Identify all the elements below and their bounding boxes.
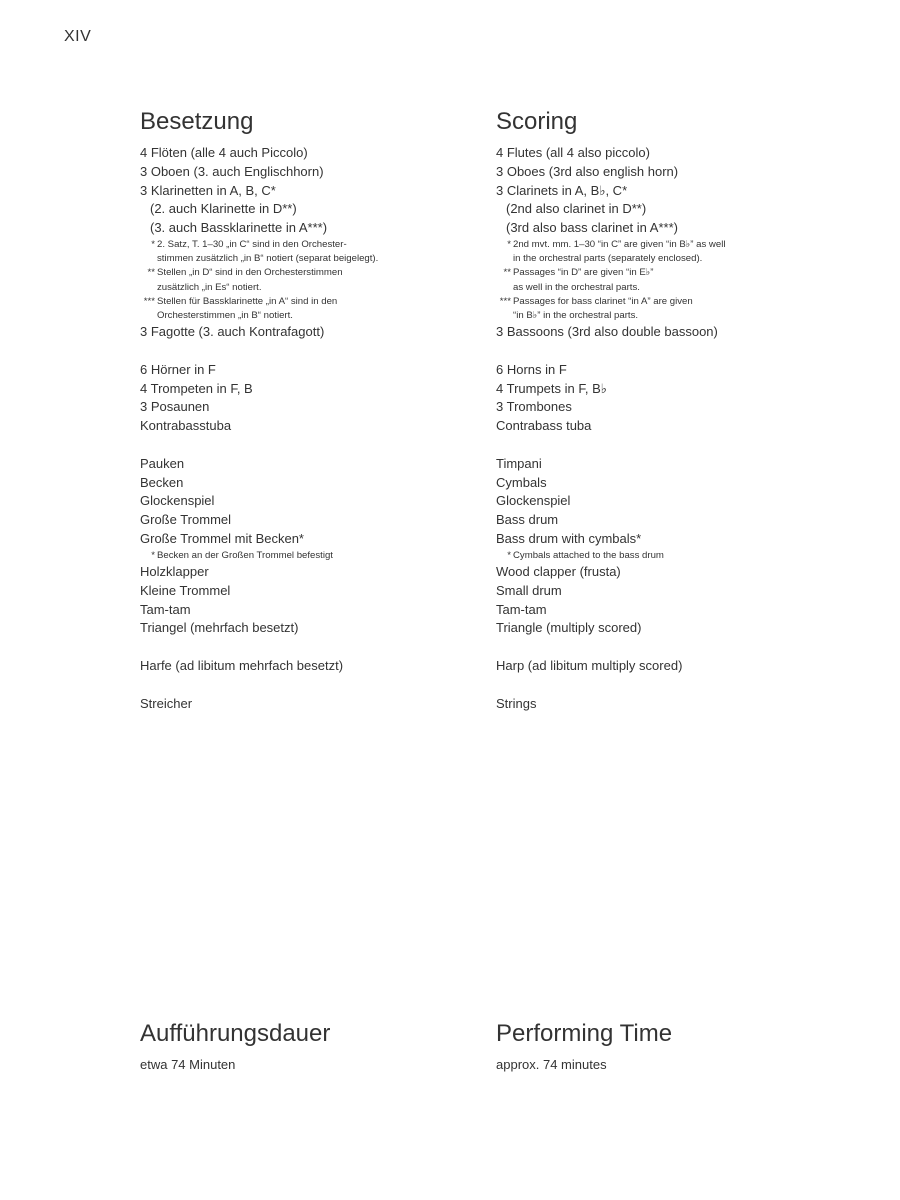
footnote-marker: * <box>507 238 511 250</box>
instrument-line: Streicher <box>140 695 193 711</box>
footnote-marker: * <box>507 549 511 561</box>
instrument-line: Strings <box>496 695 537 711</box>
instrument-line: Harfe (ad libitum mehrfach besetzt) <box>140 657 344 673</box>
instrument-line: Triangle (multiply scored) <box>496 620 642 636</box>
footnote-text: as well in the orchestral parts. <box>513 281 640 293</box>
section-heading: Performing Time <box>496 1020 673 1047</box>
footnote-marker: * <box>151 549 155 561</box>
instrument-line: Kontrabasstuba <box>140 418 232 434</box>
instrument-line: Cymbals <box>496 474 547 490</box>
section-heading: Aufführungsdauer <box>140 1020 331 1047</box>
instrument-subline: (2nd also clarinet in D**) <box>506 201 647 217</box>
footnote-marker: ** <box>503 267 511 279</box>
footnote-text: 2. Satz, T. 1–30 „in C“ sind in den Orchester- <box>157 238 347 250</box>
footnote-marker: ** <box>147 267 155 279</box>
footnote-marker: * <box>151 238 155 250</box>
footnote-text: Passages for bass clarinet “in A” are given <box>513 295 693 307</box>
footnote-text: Cymbals attached to the bass drum <box>513 549 664 561</box>
footnote-marker: *** <box>143 295 155 307</box>
instrument-line: Bass drum <box>496 512 559 528</box>
duration-text: approx. 74 minutes <box>496 1057 607 1072</box>
page-number: XIV <box>64 28 92 45</box>
section-heading: Besetzung <box>140 108 254 135</box>
instrument-line: Glockenspiel <box>496 493 571 509</box>
instrument-line: Timpani <box>496 455 542 471</box>
footnote-text: in the orchestral parts (separately enclosed). <box>513 253 703 265</box>
scoring-column-english <box>496 106 826 713</box>
footnote <box>496 238 826 266</box>
footnote-marker: *** <box>499 295 511 307</box>
footnote-text: zusätzlich „in Es“ notiert. <box>157 281 262 293</box>
footnote-text: Becken an der Großen Trommel befestigt <box>157 549 333 561</box>
scoring-column-german <box>140 106 470 713</box>
footnote-text: 2nd mvt. mm. 1–30 “in C” are given “in B♭” as well <box>513 238 726 250</box>
instrument-line: Tam-tam <box>496 601 547 617</box>
instrument-line: 3 Oboes (3rd also english horn) <box>496 163 679 179</box>
instrument-line: 6 Horns in F <box>496 361 567 377</box>
instrument-line: 3 Oboen (3. auch Englischhorn) <box>140 163 324 179</box>
duration-text: etwa 74 Minuten <box>140 1057 236 1072</box>
footnote-text: Passages “in D” are given “in E♭” <box>513 267 654 279</box>
instrument-line: 3 Posaunen <box>140 399 210 415</box>
footnote <box>496 549 826 563</box>
footnote-text: stimmen zusätzlich „in B“ notiert (separat beigelegt). <box>157 253 379 265</box>
instrument-subline: (3rd also bass clarinet in A***) <box>506 220 678 236</box>
section-heading: Scoring <box>496 108 578 135</box>
instrument-line: Small drum <box>496 582 562 598</box>
instrument-line: Bass drum with cymbals* <box>496 530 642 546</box>
footnote-text: Orchesterstimmen „in B“ notiert. <box>157 310 293 321</box>
instrument-line: Kleine Trommel <box>140 582 231 598</box>
instrument-line: Holzklapper <box>140 563 209 579</box>
footnote <box>140 295 470 323</box>
footnote <box>140 266 470 294</box>
footnote <box>140 549 470 563</box>
instrument-line: 4 Flutes (all 4 also piccolo) <box>496 145 650 160</box>
footnote-text: Stellen „in D“ sind in den Orchesterstimmen <box>157 267 343 279</box>
instrument-line: Wood clapper (frusta) <box>496 563 621 579</box>
footnote <box>496 266 826 294</box>
instrument-subline: (2. auch Klarinette in D**) <box>150 201 297 217</box>
instrument-line: Tam-tam <box>140 601 191 617</box>
instrument-line: Contrabass tuba <box>496 418 592 434</box>
instrument-line: Harp (ad libitum multiply scored) <box>496 657 683 673</box>
instrument-line: Pauken <box>140 455 185 471</box>
footnote-text: Stellen für Bassklarinette „in A“ sind in den <box>157 295 338 307</box>
instrument-line: 3 Bassoons (3rd also double bassoon) <box>496 324 718 340</box>
footnote <box>496 295 826 323</box>
instrument-line: 3 Clarinets in A, B♭, C* <box>496 182 628 198</box>
instrument-line: 4 Flöten (alle 4 auch Piccolo) <box>140 145 308 160</box>
instrument-line: 3 Fagotte (3. auch Kontrafagott) <box>140 324 325 340</box>
instrument-line: Große Trommel <box>140 512 232 528</box>
instrument-line: Große Trommel mit Becken* <box>140 530 304 546</box>
instrument-line: 3 Trombones <box>496 399 572 415</box>
instrument-line: 3 Klarinetten in A, B, C* <box>140 182 276 198</box>
footnote <box>140 238 470 266</box>
duration-german <box>140 1018 470 1075</box>
instrument-line: 6 Hörner in F <box>140 361 216 377</box>
duration-english <box>496 1018 826 1075</box>
footnote-text: “in B♭” in the orchestral parts. <box>513 310 639 321</box>
instrument-line: Triangel (mehrfach besetzt) <box>140 620 299 636</box>
instrument-line: Becken <box>140 474 184 490</box>
instrument-line: 4 Trompeten in F, B <box>140 380 253 396</box>
instrument-line: 4 Trumpets in F, B♭ <box>496 380 607 396</box>
instrument-line: Glockenspiel <box>140 493 215 509</box>
instrument-subline: (3. auch Bassklarinette in A***) <box>150 220 328 236</box>
